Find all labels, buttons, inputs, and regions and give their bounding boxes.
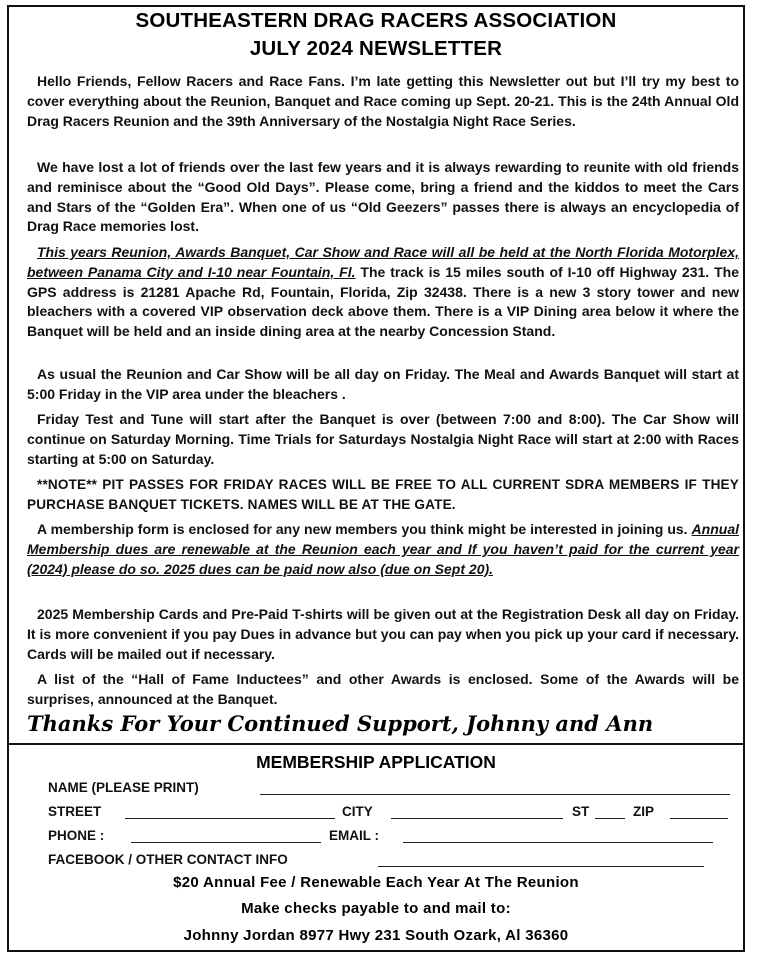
email-field[interactable]: [403, 842, 713, 843]
phone-label: PHONE :: [48, 828, 105, 843]
city-label: CITY: [342, 804, 373, 819]
zip-label: ZIP: [633, 804, 655, 819]
paragraph-membership: [27, 520, 739, 579]
newsletter-org-title: SOUTHEASTERN DRAG RACERS ASSOCIATION: [135, 9, 617, 32]
paragraph-pit-pass-note-text: **NOTE** PIT PASSES FOR FRIDAY RACES WILL BE FREE TO ALL CURRENT SDRA MEMBERS IF THEY PURCHASE BANQUET TICKETS. NAMES WILL BE AT THE GATE.: [27, 477, 739, 512]
address-row: [48, 803, 733, 823]
zip-field[interactable]: [670, 818, 728, 819]
street-label: STREET: [48, 804, 102, 819]
paragraph-greeting-text: Hello Friends, Fellow Racers and Race Fans. I’m late getting this Newsletter out but I’ll try my best to cover everything about the Reunion, Banquet and Race coming up Sept. 20-21. This is the 24th Annual Old Drag Racers Reunion and the 39th Anniversary of the Nostalgia Night Race Series.: [27, 73, 739, 129]
street-field[interactable]: [125, 818, 335, 819]
membership-dues-emphasis: Annual Membership dues are renewable at the Reunion each year and If you haven’t paid for the current year (2024) please do so. 2025 dues can be paid now also (due on Sept 20).: [27, 521, 739, 577]
state-field[interactable]: [595, 818, 625, 819]
application-title: MEMBERSHIP APPLICATION: [256, 752, 496, 772]
location-details: The track is 15 miles south of I-10 off Highway 231. The GPS address is 21281 Apache Rd, Fountain, Florida, Zip 32438. There is a new 3 story tower and new bleachers with a covered VIP observation deck above them. There is a VIP Dining area below it where the Banquet will be held and an inside dining area at the nearby Concession Stand.: [27, 263, 739, 340]
paragraph-greeting: [27, 72, 739, 131]
name-label: NAME (PLEASE PRINT): [48, 780, 199, 795]
city-field[interactable]: [391, 818, 563, 819]
newsletter-issue-title: JULY 2024 NEWSLETTER: [249, 37, 503, 60]
fee-line: $20 Annual Fee / Renewable Each Year At The Reunion: [173, 874, 579, 891]
paragraph-test-and-tune: [27, 410, 739, 469]
paragraph-hall-of-fame-text: A list of the “Hall of Fame Inductees” and other Awards is enclosed. Some of the Awards will be surprises, announced at the Banquet.: [27, 671, 739, 707]
state-label: ST: [572, 804, 590, 819]
name-row: [48, 779, 728, 799]
signoff: Thanks For Your Continued Support, Johnny and Ann: [27, 711, 654, 736]
membership-plain: A membership form is enclosed for any new members you think might be interested in joining us.: [37, 521, 692, 537]
facebook-field[interactable]: [378, 866, 704, 867]
mailing-address: Johnny Jordan 8977 Hwy 231 South Ozark, Al 36360: [183, 927, 569, 944]
paragraph-test-and-tune-text: Friday Test and Tune will start after the Banquet is over (between 7:00 and 8:00). The Car Show will continue on Saturday Morning. Time Trials for Saturdays Nostalgia Night Race will start at 2:00 with Races starting at 5:00 on Saturday.: [27, 411, 739, 467]
paragraph-hall-of-fame: [27, 670, 739, 710]
paragraph-schedule-friday: [27, 365, 739, 405]
paragraph-cards: [27, 605, 739, 664]
paragraph-cards-text: 2025 Membership Cards and Pre-Paid T-shirts will be given out at the Registration Desk all day on Friday. It is more convenient if you pay Dues in advance but you can pay when you pick up your card if necessary. Cards will be mailed out if necessary.: [27, 606, 739, 662]
facebook-label: FACEBOOK / OTHER CONTACT INFO: [48, 852, 288, 867]
phone-field[interactable]: [131, 842, 321, 843]
name-field[interactable]: [260, 794, 730, 795]
section-divider: [7, 743, 745, 745]
paragraph-friends: [27, 158, 739, 237]
facebook-row: [48, 851, 708, 871]
paragraph-pit-pass-note: [27, 475, 739, 515]
email-label: EMAIL :: [329, 828, 379, 843]
paragraph-friends-text: We have lost a lot of friends over the last few years and it is always rewarding to reunite with old friends and reminisce about the “Good Old Days”. Please come, bring a friend and the kiddos to meet the Cars and Stars of the “Golden Era”. When one of us “Old Geezers” passes there is always an encyclopedia of Drag Race memories lost.: [27, 159, 739, 235]
checks-line: Make checks payable to and mail to:: [241, 900, 511, 917]
paragraph-schedule-friday-text: As usual the Reunion and Car Show will be all day on Friday. The Meal and Awards Banquet will start at 5:00 Friday in the VIP area under the bleachers .: [27, 366, 739, 402]
paragraph-location: [27, 243, 739, 342]
contact-row: [48, 827, 718, 847]
location-emphasis: This years Reunion, Awards Banquet, Car Show and Race will all be held at the North Florida Motorplex, between Panama City and I-10 near Fountain, Fl.: [27, 244, 739, 280]
